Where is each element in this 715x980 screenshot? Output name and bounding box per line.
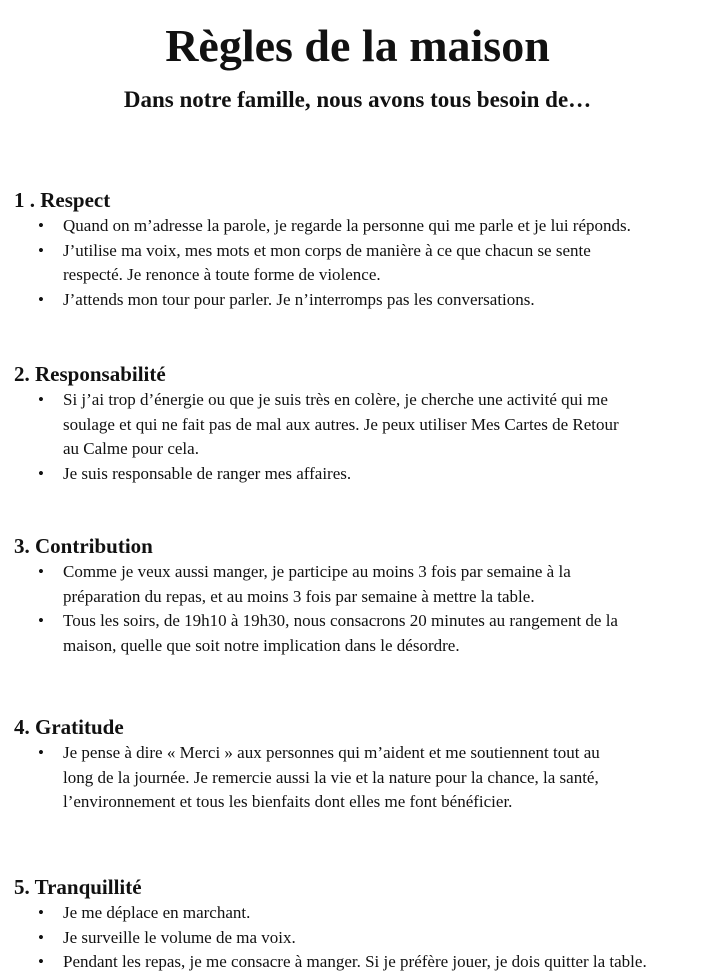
section-heading: 3. Contribution: [14, 534, 153, 558]
section-heading: 2. Responsabilité: [14, 362, 166, 386]
rule-text-line: Comme je veux aussi manger, je participe au moins 3 fois par semaine à la: [63, 562, 571, 581]
rule-text-line: au Calme pour cela.: [63, 439, 199, 458]
bullet-icon: •: [38, 611, 44, 630]
list-item: [14, 239, 704, 288]
list-item: [14, 950, 704, 975]
rule-text-line: respecté. Je renonce à toute forme de violence.: [63, 265, 381, 284]
rule-text-line: soulage et qui ne fait pas de mal aux autres. Je peux utiliser Mes Cartes de Retour: [63, 414, 619, 434]
rule-bullets: [14, 388, 704, 486]
rule-bullets: [14, 214, 704, 312]
list-item: [14, 926, 704, 951]
list-item: [14, 288, 704, 313]
list-item: [14, 609, 704, 658]
bullet-icon: •: [38, 952, 44, 971]
rule-bullets: [14, 560, 704, 658]
list-item: [14, 462, 704, 487]
bullet-icon: •: [38, 927, 44, 947]
rule-bullets: [14, 901, 704, 975]
rule-text-line: préparation du repas, et au moins 3 fois par semaine à mettre la table.: [63, 586, 535, 606]
rule-text-line: Si j’ai trop d’énergie ou que je suis très en colère, je cherche une activité qui me: [63, 390, 608, 409]
section-heading: 1 . Respect: [14, 188, 111, 212]
bullet-icon: •: [38, 903, 44, 922]
rule-text-line: Je surveille le volume de ma voix.: [63, 927, 296, 947]
bullet-icon: •: [38, 289, 44, 309]
section-heading: 5. Tranquillité: [14, 875, 142, 899]
rule-section: [14, 186, 704, 312]
bullet-icon: •: [38, 463, 44, 483]
rule-text-line: Je pense à dire « Merci » aux personnes qui m’aident et me soutiennent tout au: [63, 743, 600, 762]
rule-text-line: l’environnement et tous les bienfaits dont elles me font bénéficier.: [63, 792, 513, 811]
rule-text-line: Quand on m’adresse la parole, je regarde la personne qui me parle et je lui réponds.: [63, 216, 631, 235]
rule-text-line: Je suis responsable de ranger mes affaires.: [63, 463, 352, 483]
list-item: [14, 741, 704, 815]
list-item: [14, 214, 704, 239]
rule-text-line: long de la journée. Je remercie aussi la vie et la nature pour la chance, la santé,: [63, 767, 599, 787]
rule-text-line: Je me déplace en marchant.: [63, 903, 251, 922]
rule-bullets: [14, 741, 704, 815]
rule-section: [14, 360, 704, 486]
bullet-icon: •: [38, 562, 44, 581]
rule-text-line: J’attends mon tour pour parler. Je n’interromps pas les conversations.: [63, 289, 535, 309]
bullet-icon: •: [38, 390, 44, 409]
page-subtitle: Dans notre famille, nous avons tous besoin de…: [123, 87, 592, 112]
bullet-icon: •: [38, 743, 44, 762]
rule-text-line: maison, quelle que soit notre implication dans le désordre.: [63, 635, 460, 655]
page-title: Règles de la maison: [165, 20, 550, 71]
bullet-icon: •: [38, 216, 44, 235]
bullet-icon: •: [38, 240, 44, 260]
rule-text-line: Pendant les repas, je me consacre à manger. Si je préfère jouer, je dois quitter la table.: [63, 952, 647, 971]
rule-section: [14, 713, 704, 815]
section-heading: 4. Gratitude: [14, 715, 124, 739]
list-item: [14, 901, 704, 926]
list-item: [14, 560, 704, 609]
rule-section: [14, 873, 704, 975]
rule-section: [14, 532, 704, 658]
rule-text-line: J’utilise ma voix, mes mots et mon corps de manière à ce que chacun se sente: [63, 240, 591, 260]
rule-text-line: Tous les soirs, de 19h10 à 19h30, nous consacrons 20 minutes au rangement de la: [63, 611, 618, 630]
list-item: [14, 388, 704, 462]
